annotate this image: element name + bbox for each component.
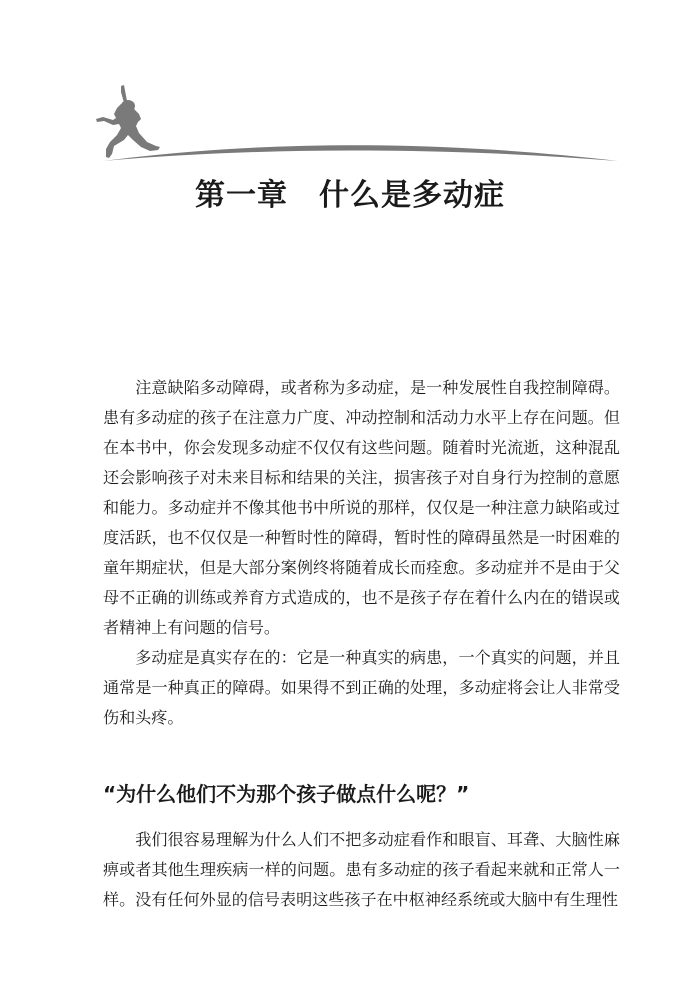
intro-text <box>103 373 620 733</box>
chapter-title: 第一章 什么是多动症 <box>195 178 505 213</box>
paragraph: 注意缺陷多动障碍，或者称为多动症，是一种发展性自我控制障碍。患有多动症的孩子在注意力广度、冲动控制和活动力水平上存在问题。但在本书中，你会发现多动症不仅仅有这些问题。随着时光流逝，这种混乱还会影响孩子对未来目标和结果的关注，损害孩子对自身行为控制的意愿和能力。多动症并不像其他书中所说的那样，仅仅是一种注意力缺陷或过度活跃，也不仅仅是一种暂时性的障碍，暂时性的障碍虽然是一时困难的童年期症状，但是大部分案例终将随着成长而痊愈。多动症并不是由于父母不正确的训练或养育方式造成的，也不是孩子存在着什么内在的错误或者精神上有问题的信号。 <box>103 378 620 637</box>
paragraph: 我们很容易理解为什么人们不把多动症看作和眼盲、耳聋、大脑性麻痹或者其他生理疾病一样的问题。患有多动症的孩子看起来就和正常人一样。没有任何外显的信号表明这些孩子在中枢神经系统或大脑中有生理性 <box>103 830 620 909</box>
paragraph: 多动症是真实存在的：它是一种真实的病患，一个真实的问题，并且通常是一种真正的障碍。如果得不到正确的处理，多动症将会让人非常受伤和头疼。 <box>103 648 620 727</box>
chapter-header-decoration <box>0 0 700 175</box>
section-text <box>103 825 620 915</box>
section-heading: “为什么他们不为那个孩子做点什么呢？” <box>103 782 470 806</box>
jumping-child-silhouette-icon <box>96 85 160 158</box>
horizon-arc-icon <box>103 145 618 161</box>
